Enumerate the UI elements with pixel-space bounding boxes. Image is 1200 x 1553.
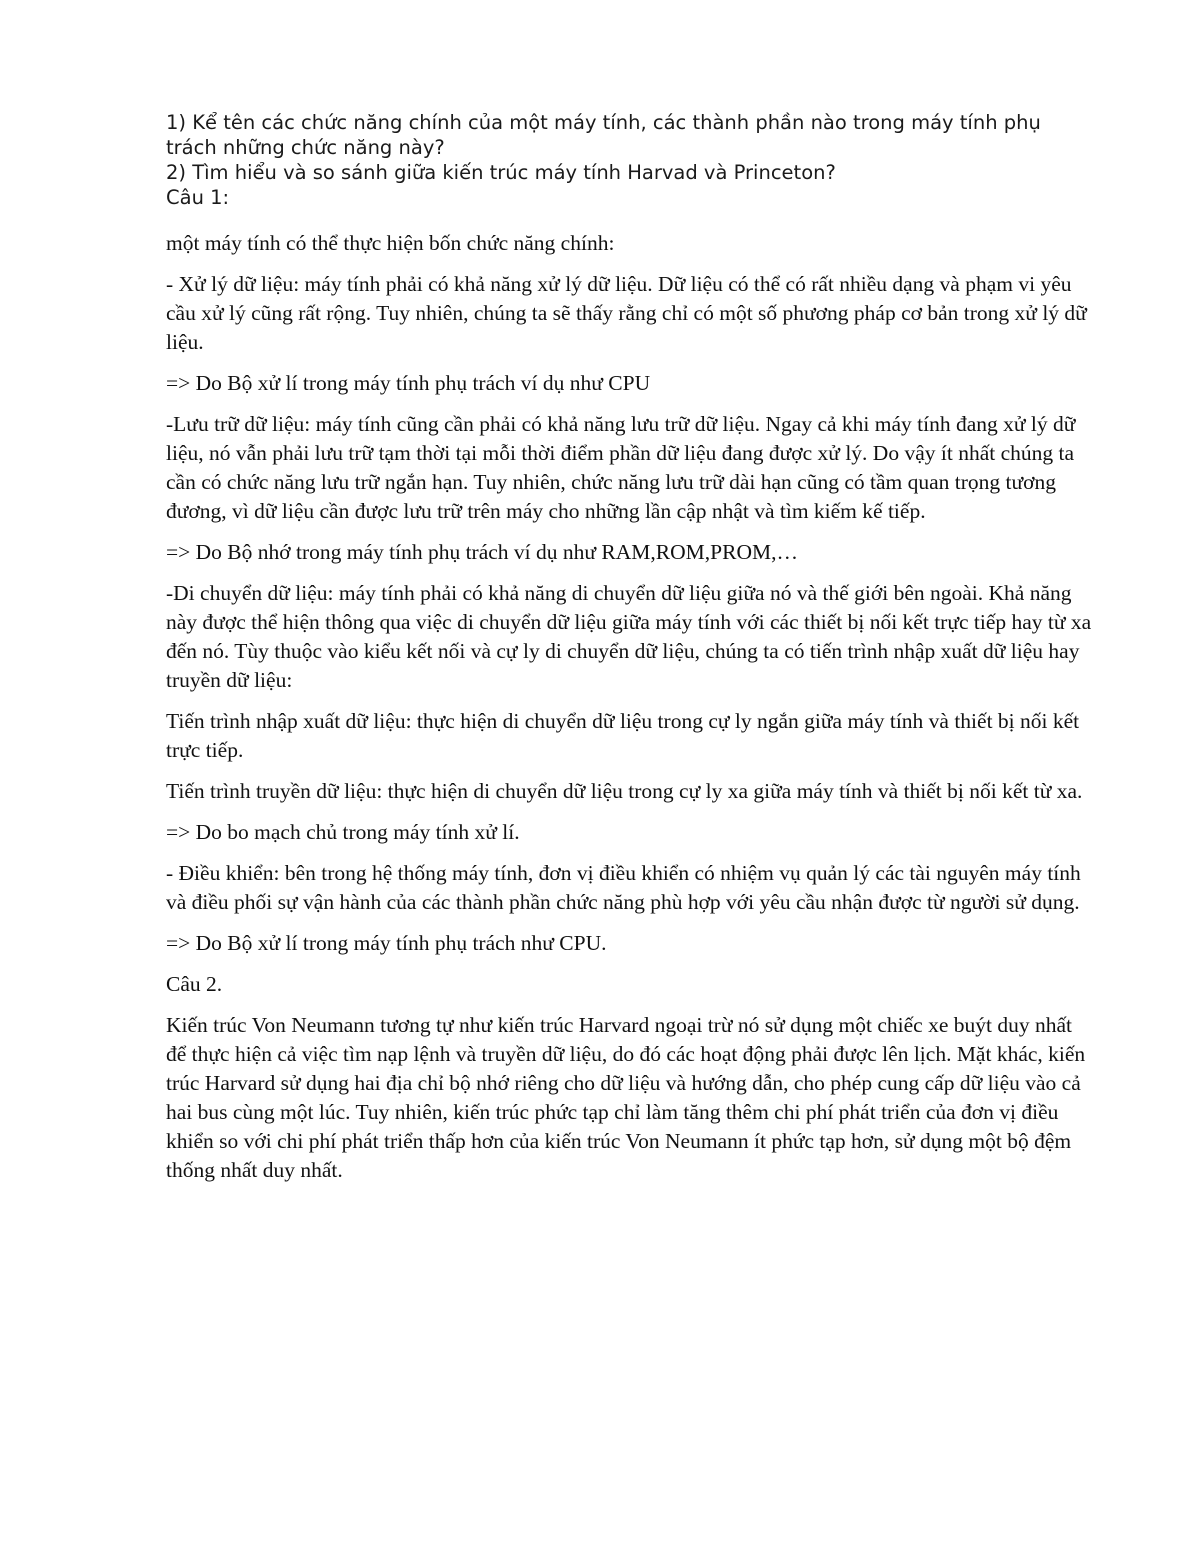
cau-1-intro: một máy tính có thể thực hiện bốn chức năng chính: [166,231,615,255]
answer-xu-ly: => Do Bộ xử lí trong máy tính phụ trách ví dụ như CPU [166,371,651,395]
cau-1-heading: Câu 1: [166,186,230,209]
paragraph-dieu-khien: - Điều khiển: bên trong hệ thống máy tính, đơn vị điều khiển có nhiệm vụ quản lý các tài nguyên máy tính và điều phối sự vận hành của các thành phần chức năng phù hợp với yêu cầu nhận được từ người sử dụng. [166,861,1081,914]
question-1: 1) Kể tên các chức năng chính của một máy tính, các thành phần nào trong máy tính phụ trách những chức năng này? [166,111,1041,159]
answer-dieu-khien: => Do Bộ xử lí trong máy tính phụ trách như CPU. [166,931,607,955]
paragraph-di-chuyen: -Di chuyển dữ liệu: máy tính phải có khả năng di chuyển dữ liệu giữa nó và thế giới bên ngoài. Khả năng này được thể hiện thông qua việc di chuyển dữ liệu giữa máy tính với các thiết bị nối kết trực tiếp hay từ xa đến nó. Tùy thuộc vào kiểu kết nối và cự ly di chuyển dữ liệu, chúng ta có tiến trình nhập xuất dữ liệu hay truyền dữ liệu: [166,581,1092,692]
paragraph-luu-tru: -Lưu trữ dữ liệu: máy tính cũng cần phải có khả năng lưu trữ dữ liệu. Ngay cả khi máy tính đang xử lý dữ liệu, nó vẫn phải lưu trữ tạm thời tại mỗi thời điểm phần dữ liệu đang được xử lý. Do vậy ít nhất chúng ta cần có chức năng lưu trữ ngắn hạn. Tuy nhiên, chức năng lưu trữ dài hạn cũng có tầm quan trọng tương đương, vì dữ liệu cần được lưu trữ trên máy cho những lần cập nhật và tìm kiếm kế tiếp. [166,412,1076,523]
paragraph-truyen: Tiến trình truyền dữ liệu: thực hiện di chuyển dữ liệu trong cự ly xa giữa máy tính và thiết bị nối kết từ xa. [166,779,1083,803]
document-page [166,110,1096,1197]
paragraph-nhap-xuat: Tiến trình nhập xuất dữ liệu: thực hiện di chuyển dữ liệu trong cự ly ngắn giữa máy tính và thiết bị nối kết trực tiếp. [166,709,1080,762]
answer-di-chuyen: => Do bo mạch chủ trong máy tính xử lí. [166,820,520,844]
cau-2-heading: Câu 2. [166,972,223,996]
answer-luu-tru: => Do Bộ nhớ trong máy tính phụ trách ví dụ như RAM,ROM,PROM,… [166,540,798,564]
paragraph-xu-ly: - Xử lý dữ liệu: máy tính phải có khả năng xử lý dữ liệu. Dữ liệu có thể có rất nhiều dạng và phạm vi yêu cầu xử lý cũng rất rộng. Tuy nhiên, chúng ta sẽ thấy rằng chỉ có một số phương pháp cơ bản trong xử lý dữ liệu. [166,272,1087,354]
question-2: 2) Tìm hiểu và so sánh giữa kiến trúc máy tính Harvad và Princeton? [166,161,836,184]
paragraph-kien-truc: Kiến trúc Von Neumann tương tự như kiến trúc Harvard ngoại trừ nó sử dụng một chiếc xe buýt duy nhất để thực hiện cả việc tìm nạp lệnh và truyền dữ liệu, do đó các hoạt động phải được lên lịch. Mặt khác, kiến trúc Harvard sử dụng hai địa chỉ bộ nhớ riêng cho dữ liệu và hướng dẫn, cho phép cung cấp dữ liệu vào cả hai bus cùng một lúc. Tuy nhiên, kiến trúc phức tạp chỉ làm tăng thêm chi phí phát triển của đơn vị điều khiển so với chi phí phát triển thấp hơn của kiến trúc Von Neumann ít phức tạp hơn, sử dụng một bộ đệm thống nhất duy nhất. [166,1013,1086,1182]
